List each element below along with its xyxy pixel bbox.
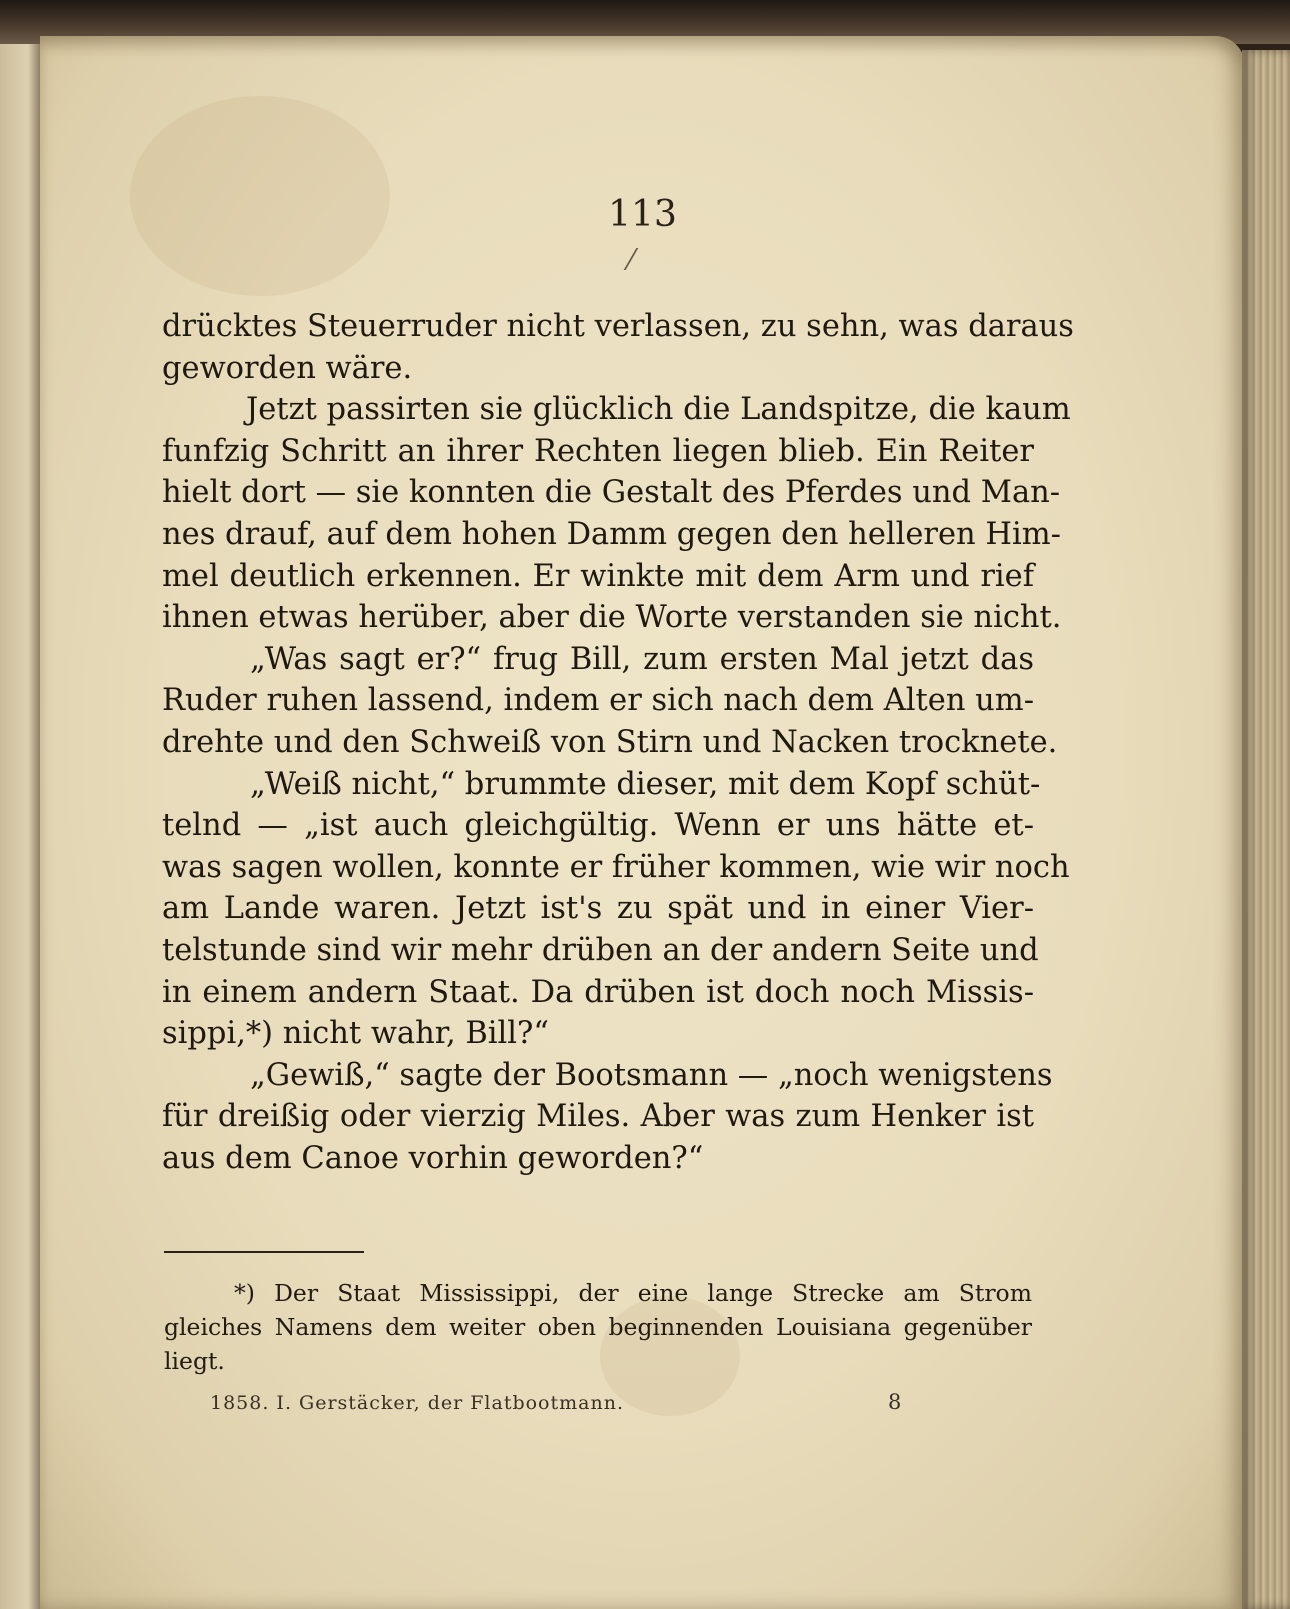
text-line: funfzig Schritt an ihrer Rechten liegen blieb. Ein Reiter (162, 433, 1034, 469)
footnote-line: *) Der Staat Mississippi, der eine lange Strecke am Strom (234, 1279, 1032, 1307)
text-line: was sagen wollen, konnte er früher kommen, wie wir noch (162, 849, 1070, 885)
text-line: für dreißig oder vierzig Miles. Aber was zum Henker ist (162, 1099, 1034, 1135)
text-line: telstunde sind wir mehr drüben an der andern Seite und (162, 932, 1039, 968)
text-line: aus dem Canoe vorhin geworden?“ (162, 1140, 704, 1176)
text-line: „Was sagt er?“ frug Bill, zum ersten Mal jetzt das (250, 641, 1034, 677)
text-line: sippi,*) nicht wahr, Bill?“ (162, 1016, 549, 1052)
printer-signature: 1858. I. Gerstäcker, der Flatbootmann. (210, 1392, 624, 1414)
book-page (40, 36, 1245, 1609)
text-line: ihnen etwas herüber, aber die Worte verstanden sie nicht. (162, 600, 1062, 636)
footnote-line: liegt. (164, 1347, 225, 1375)
footnote-divider (164, 1251, 364, 1253)
text-line: in einem andern Staat. Da drüben ist doch noch Missis- (162, 974, 1034, 1010)
text-line: „Gewiß,“ sagte der Bootsmann — „noch wenigstens (250, 1057, 1053, 1093)
left-page-edge (0, 44, 40, 1609)
page-number: 113 (608, 194, 677, 235)
text-line: „Weiß nicht,“ brummte dieser, mit dem Kopf schüt- (250, 766, 1041, 802)
body-text (162, 306, 1074, 1179)
text-line: telnd — „ist auch gleichgültig. Wenn er uns hätte et- (162, 808, 1034, 844)
sheet-number: 8 (888, 1390, 902, 1414)
text-line: geworden wäre. (162, 350, 413, 386)
page-block-edge (1242, 50, 1290, 1609)
text-line: mel deutlich erkennen. Er winkte mit dem Arm und rief (162, 558, 1034, 594)
text-line: drücktes Steuerruder nicht verlassen, zu sehn, was daraus (162, 309, 1074, 344)
text-line: nes drauf, auf dem hohen Damm gegen den helleren Him- (162, 516, 1061, 552)
text-line: Ruder ruhen lassend, indem er sich nach dem Alten um- (162, 683, 1035, 719)
footnote (164, 1276, 1032, 1378)
footnote-line: gleiches Namens dem weiter oben beginnenden Louisiana gegenüber (164, 1313, 1032, 1341)
text-line: drehte und den Schweiß von Stirn und Nacken trocknete. (162, 724, 1058, 760)
text-line: am Lande waren. Jetzt ist's zu spät und in einer Vier- (162, 891, 1034, 927)
pencil-mark (604, 248, 639, 270)
text-line: hielt dort — sie konnten die Gestalt des Pferdes und Man- (162, 475, 1061, 511)
text-line: Jetzt passirten sie glücklich die Landspitze, die kaum (246, 392, 1071, 428)
